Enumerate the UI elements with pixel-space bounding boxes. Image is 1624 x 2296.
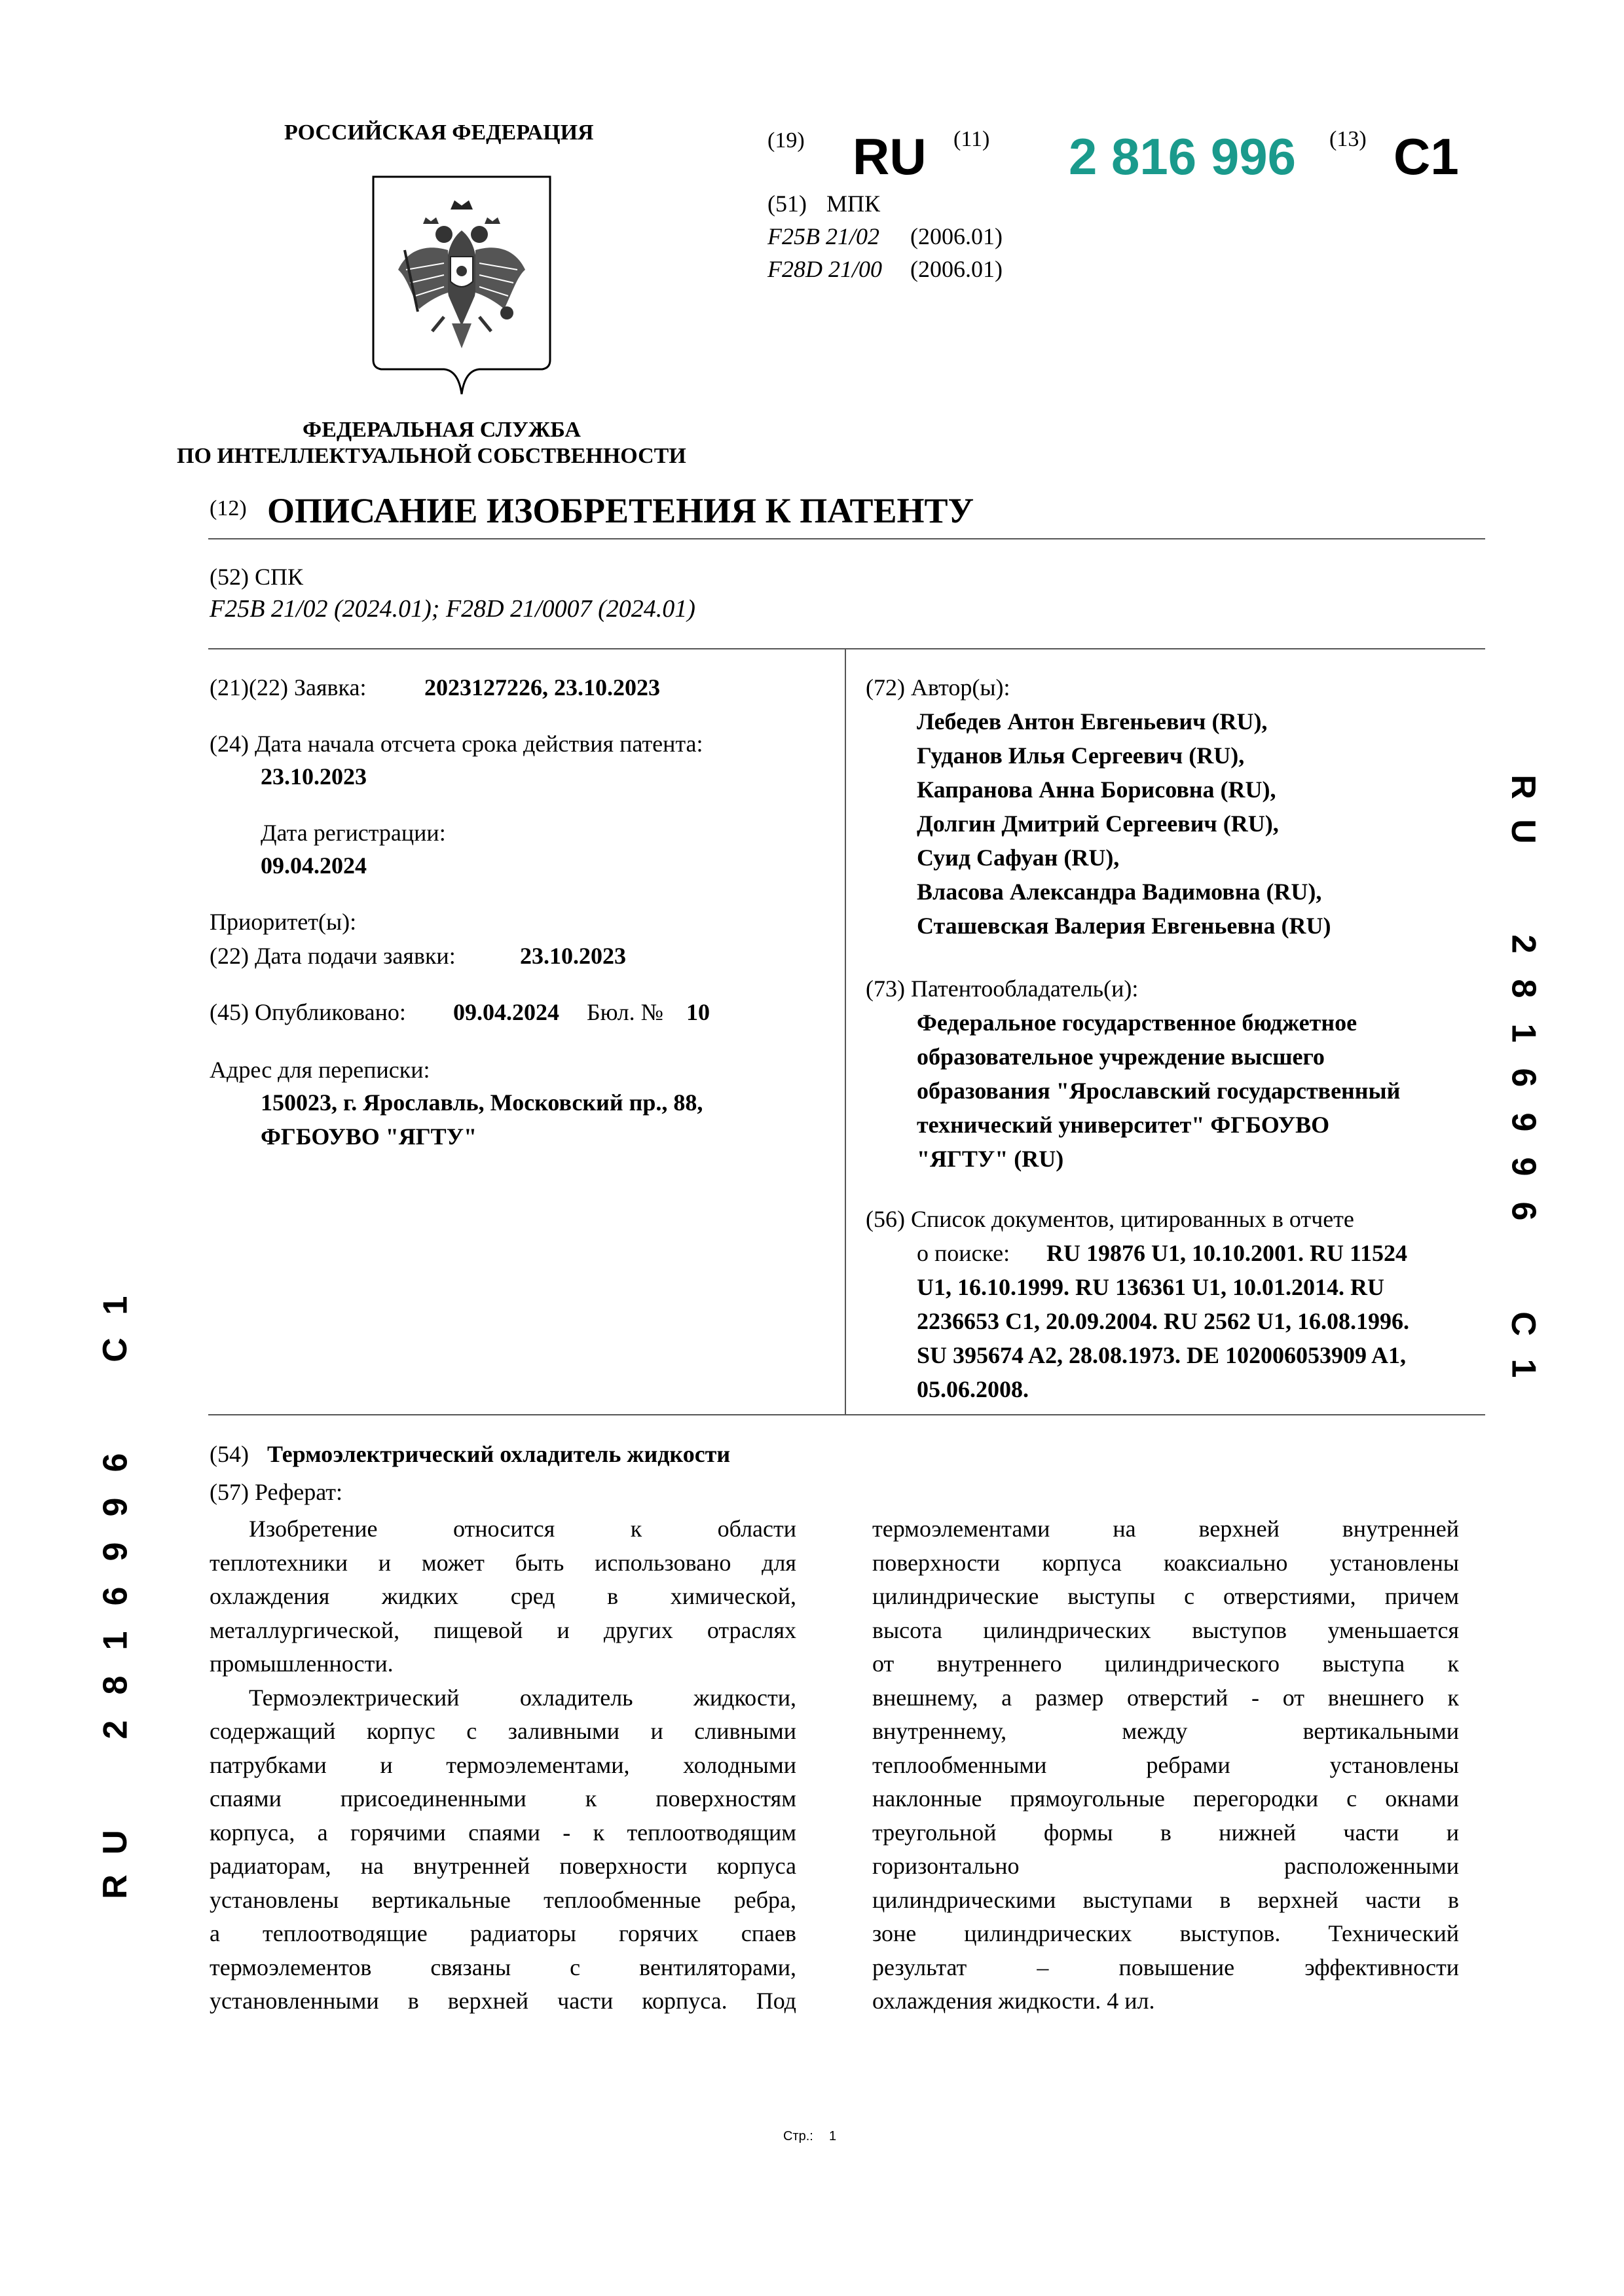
side-char: 9 bbox=[1504, 1157, 1542, 1176]
side-char: C bbox=[96, 1338, 134, 1362]
abstract-right-column bbox=[872, 1512, 1459, 2018]
abstract-line: цилиндрическими выступами в верхней части в bbox=[872, 1886, 1459, 1913]
cited-label: (56) Список документов, цитированных в отчете bbox=[866, 1206, 1354, 1232]
cited-doc-line: 05.06.2008. bbox=[917, 1376, 1029, 1402]
divider-spk bbox=[208, 648, 1485, 649]
side-char: C bbox=[1504, 1311, 1542, 1336]
coat-of-arms-emblem bbox=[367, 172, 557, 397]
address-line-1: 150023, г. Ярославль, Московский пр., 88, bbox=[261, 1089, 703, 1116]
abstract-line: высота цилиндрических выступов уменьшается bbox=[872, 1616, 1459, 1643]
filing-date-value: 23.10.2023 bbox=[520, 943, 626, 969]
published-value: 09.04.2024 bbox=[453, 999, 559, 1025]
abstract-line: теплотехники и может быть использовано для bbox=[210, 1549, 796, 1576]
abstract-left-column bbox=[210, 1512, 796, 2018]
abstract-line: термоэлементами на верхней внутренней bbox=[872, 1516, 1459, 1542]
side-char: R bbox=[96, 1874, 134, 1899]
abstract-line: от внутреннего цилиндрического выступа к bbox=[872, 1650, 1459, 1677]
side-char: 9 bbox=[1504, 1112, 1542, 1132]
abstract-line: содержащий корпус с заливными и сливными bbox=[210, 1718, 796, 1744]
published-label: (45) Опубликовано: bbox=[210, 999, 406, 1025]
side-char: 1 bbox=[96, 1631, 134, 1650]
mpk-class-1: F25B 21/02 bbox=[767, 223, 879, 249]
abstract-line: Изобретение относится к области bbox=[249, 1516, 796, 1542]
author-name: Власова Александра Вадимовна (RU), bbox=[917, 879, 1322, 905]
abstract-line: цилиндрические выступы с отверстиями, причем bbox=[872, 1583, 1459, 1609]
side-char: 9 bbox=[96, 1542, 134, 1561]
abstract-line: зоне цилиндрических выступов. Технический bbox=[872, 1920, 1459, 1946]
abstract-line: треугольной формы в нижней части и bbox=[872, 1819, 1459, 1846]
spk-value: F25B 21/02 (2024.01); F28D 21/0007 (2024.01) bbox=[210, 595, 695, 623]
side-char: 1 bbox=[1504, 1023, 1542, 1043]
filing-date-label: (22) Дата подачи заявки: bbox=[210, 943, 456, 969]
abstract-line: корпуса, а горячими спаями - к теплоотводящим bbox=[210, 1819, 796, 1846]
cited-doc-line: SU 395674 A2, 28.08.1973. DE 102006053909 A1, bbox=[917, 1342, 1407, 1368]
holder-name bbox=[917, 1006, 1400, 1176]
holder-line: Федеральное государственное бюджетное bbox=[917, 1010, 1357, 1036]
author-name: Лебедев Антон Евгеньевич (RU), bbox=[917, 708, 1268, 735]
inid-code-11: (11) bbox=[953, 127, 990, 151]
side-char: 6 bbox=[96, 1453, 134, 1472]
side-char: 9 bbox=[96, 1497, 134, 1517]
side-char: 6 bbox=[1504, 1068, 1542, 1087]
mpk-label: МПК bbox=[826, 191, 881, 217]
side-char: 1 bbox=[96, 1296, 134, 1315]
holder-line: образования "Ярославский государственный bbox=[917, 1078, 1401, 1104]
cited-doc-line: U1, 16.10.1999. RU 136361 U1, 10.01.2014. RU bbox=[917, 1274, 1384, 1300]
side-char: 6 bbox=[96, 1586, 134, 1606]
cited-label-cont: о поиске: bbox=[917, 1240, 1010, 1266]
abstract-line: радиаторам, на внутренней поверхности корпуса bbox=[210, 1853, 796, 1879]
address-label: Адрес для переписки: bbox=[210, 1057, 430, 1083]
side-char: 2 bbox=[96, 1720, 134, 1740]
mpk-version-1: (2006.01) bbox=[910, 223, 1003, 249]
cited-docs bbox=[917, 1270, 1409, 1406]
abstract-line: Термоэлектрический охладитель жидкости, bbox=[249, 1684, 796, 1711]
column-divider bbox=[845, 648, 846, 1414]
inid-code-12: (12) bbox=[210, 496, 247, 520]
agency-line-2: ПО ИНТЕЛЛЕКТУАЛЬНОЙ СОБСТВЕННОСТИ bbox=[177, 444, 686, 468]
side-char: 6 bbox=[1504, 1201, 1542, 1221]
cited-doc-line: RU 19876 U1, 10.10.2001. RU 11524 bbox=[1046, 1240, 1408, 1266]
abstract-line: а теплоотводящие радиаторы горячих спаев bbox=[210, 1920, 796, 1946]
priority-label: Приоритет(ы): bbox=[210, 909, 357, 935]
mpk-version-2: (2006.01) bbox=[910, 256, 1003, 282]
author-name: Суид Сафуан (RU), bbox=[917, 845, 1120, 871]
inid-code-19: (19) bbox=[767, 128, 805, 153]
holder-line: технический университет" ФГБОУВО bbox=[917, 1112, 1330, 1138]
side-patent-number-right bbox=[1504, 765, 1543, 1391]
author-name: Сташевская Валерия Евгеньевна (RU) bbox=[917, 913, 1331, 939]
abstract-label: (57) Реферат: bbox=[210, 1479, 343, 1505]
page-label: Стр.: bbox=[783, 2129, 813, 2143]
abstract-line: спаями присоединенными к поверхностям bbox=[210, 1785, 796, 1812]
agency-line-1: ФЕДЕРАЛЬНАЯ СЛУЖБА bbox=[303, 418, 581, 442]
term-start-label: (24) Дата начала отсчета срока действия патента: bbox=[210, 731, 703, 757]
side-char: 8 bbox=[96, 1675, 134, 1695]
holder-line: образовательное учреждение высшего bbox=[917, 1044, 1325, 1070]
abstract-line: установлены вертикальные теплообменные ребра, bbox=[210, 1886, 796, 1913]
patent-number: 2 816 996 bbox=[1069, 128, 1297, 185]
abstract-line: результат – повышение эффективности bbox=[872, 1954, 1459, 1980]
author-name: Долгин Дмитрий Сергеевич (RU), bbox=[917, 811, 1279, 837]
side-patent-number-left bbox=[96, 1283, 135, 1909]
abstract-line: внешнему, а размер отверстий - от внешнего к bbox=[872, 1684, 1459, 1711]
mpk-class-2: F28D 21/00 bbox=[767, 256, 882, 282]
kind-code: C1 bbox=[1393, 128, 1459, 185]
registration-label: Дата регистрации: bbox=[261, 820, 446, 846]
invention-title: Термоэлектрический охладитель жидкости bbox=[267, 1441, 731, 1467]
author-name: Гуданов Илья Сергеевич (RU), bbox=[917, 742, 1245, 769]
side-char: U bbox=[1504, 819, 1542, 844]
application-label: (21)(22) Заявка: bbox=[210, 674, 367, 701]
abstract-line: промышленности. bbox=[210, 1650, 394, 1677]
abstract-line: охлаждения жидкости. 4 ил. bbox=[872, 1988, 1155, 2014]
side-char: 1 bbox=[1504, 1358, 1542, 1378]
spk-label: (52) СПК bbox=[210, 564, 303, 590]
divider-title bbox=[208, 538, 1485, 539]
application-value: 2023127226, 23.10.2023 bbox=[424, 674, 660, 701]
inid-code-13: (13) bbox=[1329, 127, 1367, 151]
inid-code-51: (51) bbox=[767, 191, 807, 217]
abstract-line: внутреннему, между вертикальными bbox=[872, 1718, 1459, 1744]
document-title: ОПИСАНИЕ ИЗОБРЕТЕНИЯ К ПАТЕНТУ bbox=[267, 491, 974, 530]
side-char: 2 bbox=[1504, 934, 1542, 954]
abstract-line: металлургической, пищевой и других отраслях bbox=[210, 1616, 796, 1643]
address-line-2: ФГБОУВО "ЯГТУ" bbox=[261, 1123, 477, 1150]
authors-list bbox=[917, 704, 1331, 943]
divider-biblio bbox=[208, 1414, 1485, 1415]
abstract-line: охлаждения жидких сред в химической, bbox=[210, 1583, 796, 1609]
abstract-line: патрубками и термоэлементами, холодными bbox=[210, 1751, 796, 1778]
side-char: 8 bbox=[1504, 979, 1542, 998]
abstract-line: термоэлементов связаны с вентиляторами, bbox=[210, 1954, 796, 1980]
registration-value: 09.04.2024 bbox=[261, 852, 367, 879]
page-number: 1 bbox=[829, 2129, 837, 2143]
bulletin-value: 10 bbox=[686, 999, 710, 1025]
bulletin-label: Бюл. № bbox=[587, 999, 663, 1025]
abstract-line: наклонные прямоугольные перегородки с окнами bbox=[872, 1785, 1459, 1812]
country-code: RU bbox=[853, 128, 927, 185]
side-char: U bbox=[96, 1830, 134, 1855]
cited-doc-line: 2236653 C1, 20.09.2004. RU 2562 U1, 16.08.1996. bbox=[917, 1308, 1409, 1334]
holder-label: (73) Патентообладатель(и): bbox=[866, 975, 1139, 1002]
abstract-line: теплообменными ребрами установлены bbox=[872, 1751, 1459, 1778]
holder-line: "ЯГТУ" (RU) bbox=[917, 1146, 1064, 1172]
term-start-value: 23.10.2023 bbox=[261, 763, 367, 790]
side-char: R bbox=[1504, 774, 1542, 799]
abstract-line: горизонтально расположенными bbox=[872, 1853, 1459, 1879]
author-name: Капранова Анна Борисовна (RU), bbox=[917, 776, 1276, 803]
abstract-line: установленными в верхней части корпуса. Под bbox=[210, 1988, 796, 2014]
inid-code-54: (54) bbox=[210, 1441, 249, 1467]
country-name: РОССИЙСКАЯ ФЕДЕРАЦИЯ bbox=[284, 120, 594, 145]
abstract-line: поверхности корпуса коаксиально установлены bbox=[872, 1549, 1459, 1576]
authors-label: (72) Автор(ы): bbox=[866, 674, 1010, 701]
